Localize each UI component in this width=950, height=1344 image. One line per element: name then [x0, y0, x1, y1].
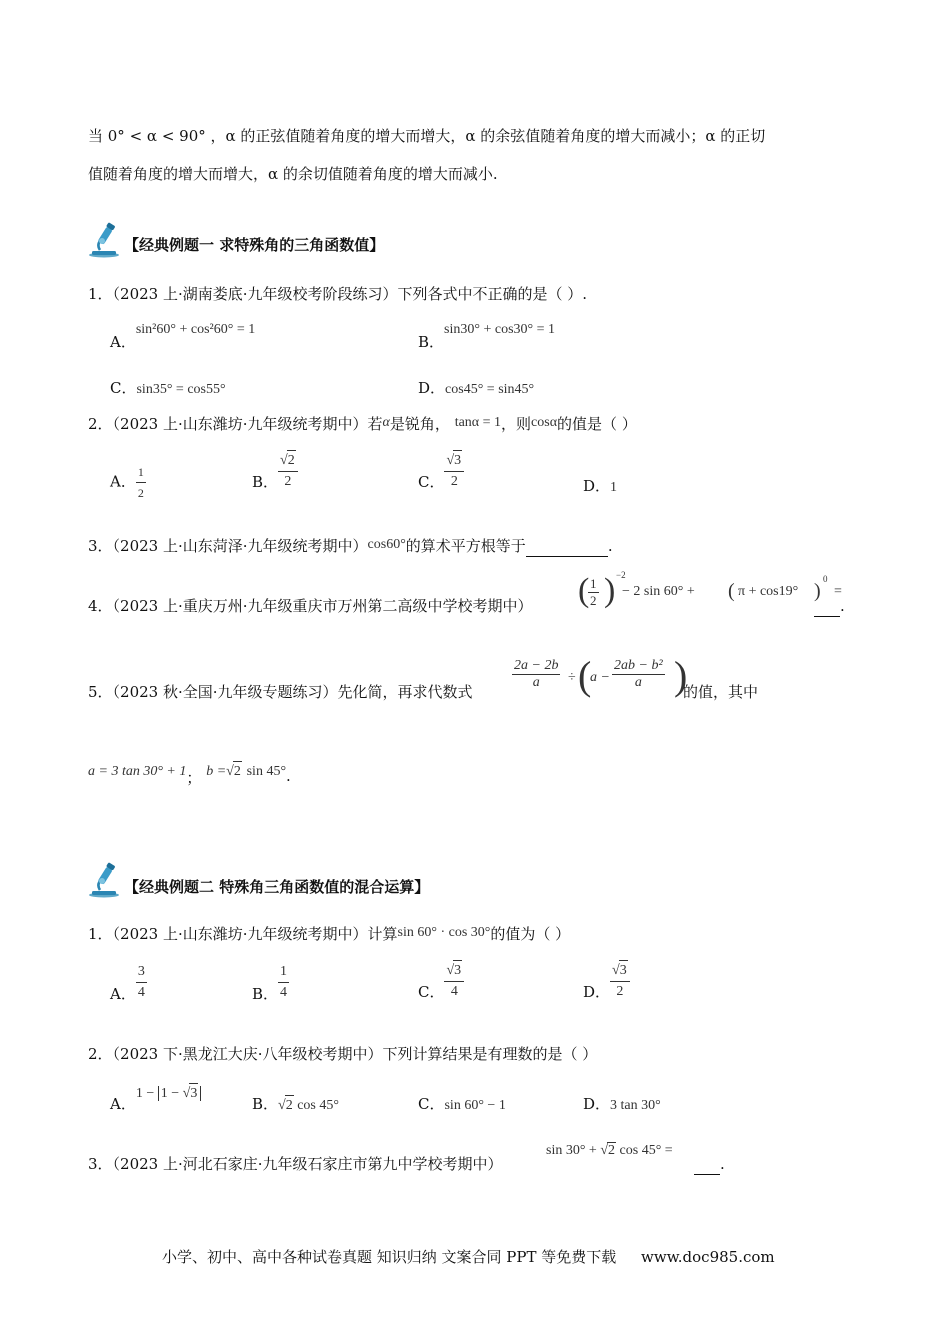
option-fraction	[278, 962, 289, 1003]
s2-q2-option-b[interactable]	[252, 1094, 339, 1116]
option-label: A．	[110, 333, 136, 351]
option-label: B．	[252, 984, 279, 1003]
fraction-numerator: 2a − 2b	[514, 658, 559, 673]
s1-q2-tan: tanα = 1	[454, 415, 502, 430]
option-label: C．	[418, 1095, 445, 1113]
expr-part: 1 −	[160, 1086, 183, 1101]
expr-part: cos 45°	[297, 1098, 339, 1113]
s1-q5-values	[88, 760, 291, 787]
sqrt-radicand: 2	[233, 761, 242, 782]
b-value-sin: sin 45°	[246, 764, 287, 779]
option-expression	[136, 1086, 202, 1101]
option-fraction	[136, 962, 147, 1003]
absolute-value: 1 − √3	[158, 1086, 202, 1101]
option-expression: 3 tan 30°	[610, 1098, 661, 1113]
b-value-lhs: b =	[206, 764, 227, 779]
expr-part: 1 −	[135, 1086, 158, 1101]
footer-url[interactable]: www.doc985.com	[641, 1248, 775, 1266]
fraction-numerator: √3	[444, 960, 464, 981]
b-value-sqrt: √2	[226, 764, 242, 779]
microscope-icon	[86, 222, 122, 258]
s2-q3-blank-group	[694, 1154, 725, 1175]
expr-a-minus: a −	[590, 670, 610, 685]
fraction-numerator: 1	[280, 964, 288, 979]
expr-middle: − 2 sin 60° +	[622, 584, 695, 599]
left-paren: (	[578, 572, 590, 609]
s2-q1-number: 1．	[88, 925, 113, 943]
option-expression: √2 cos 45°	[278, 1098, 339, 1113]
fraction-numerator: 1	[137, 465, 144, 479]
s1-q1-stem	[88, 284, 587, 304]
option-fraction	[278, 450, 298, 492]
s2-q1-option-b[interactable]	[252, 962, 289, 1003]
s1-q2-option-c[interactable]	[418, 450, 464, 492]
s1-q5-text-a: （2023 秋·全国·九年级专题练习）先化简，再求代数式	[112, 683, 473, 701]
expr-fraction-2	[612, 658, 665, 691]
microscope-icon	[86, 862, 122, 898]
intro-statement: α 的正弦值随着角度的增大而增大，α 的余弦值随着角度的增大而减小；α 的正切	[225, 127, 766, 145]
option-label: C．	[418, 473, 445, 491]
fraction-denominator: 2	[278, 471, 298, 492]
option-label: C．	[110, 379, 137, 397]
answer-blank[interactable]	[694, 1154, 720, 1175]
s1-q3-number: 3．	[88, 537, 113, 555]
s1-q3-end: .	[607, 537, 613, 555]
s2-q3-expression: sin 30° + √2 cos 45° =	[546, 1143, 673, 1158]
s1-q5-number: 5．	[88, 683, 113, 701]
option-label: D．	[583, 477, 611, 495]
s1-q3-text-b: 的算术平方根等于	[405, 537, 526, 555]
s1-q3-expr: cos60°	[367, 537, 406, 552]
option-label: D．	[583, 1095, 611, 1113]
option-label: B．	[252, 473, 279, 491]
s1-q2-text-a: （2023 上·山东潍坊·九年级统考期中）若	[112, 415, 383, 433]
s2-q2-text: （2023 下·黑龙江大庆·八年级校考期中）下列计算结果是有理数的是（ ）	[112, 1045, 598, 1063]
s1-q4-end: .	[840, 597, 845, 615]
section-2-title: 【经典例题二 特殊角三角函数值的混合运算】	[124, 878, 430, 896]
s1-q2-stem	[88, 414, 637, 436]
s1-q5-tail: 的值，其中	[683, 683, 759, 701]
fraction-denominator: 2	[590, 593, 597, 608]
fraction-denominator: 4	[444, 981, 464, 1002]
section-1-title: 【经典例题一 求特殊角的三角函数值】	[124, 236, 385, 254]
s2-q3-text: （2023 上·河北石家庄·九年级石家庄市第九中学校考期中）	[112, 1155, 503, 1173]
s1-q1-option-d[interactable]	[418, 378, 534, 400]
left-paren: (	[578, 653, 592, 698]
s2-q3-number: 3．	[88, 1155, 113, 1173]
option-fraction	[444, 960, 464, 1002]
footer	[162, 1246, 775, 1267]
separator: ；	[186, 769, 202, 787]
s2-q1-expr: sin 60° · cos 30°	[397, 925, 491, 940]
option-expression: sin30° + cos30° = 1	[444, 322, 556, 337]
s1-q1-text: （2023 上·湖南娄底·九年级校考阶段练习）下列各式中不正确的是（ ）.	[112, 285, 588, 303]
s2-q2-number: 2．	[88, 1045, 113, 1063]
fraction-numerator: √2	[278, 450, 298, 471]
option-label: B．	[252, 1095, 279, 1113]
sqrt-radicand: 3	[453, 450, 462, 471]
s2-q1-text-b: 的值为（ ）	[490, 925, 571, 943]
fraction-numerator: 3	[137, 964, 145, 979]
fraction-denominator: 2	[444, 471, 464, 492]
s1-q4-stem	[88, 596, 533, 616]
divide-sign: ÷	[568, 670, 576, 685]
fraction-denominator: a	[612, 674, 665, 691]
option-label: A．	[110, 1095, 136, 1113]
expr-close-paren: )	[814, 580, 821, 602]
s1-q3-text-a: （2023 上·山东菏泽·九年级统考期中）	[112, 537, 368, 555]
s1-q4-number: 4．	[88, 597, 113, 615]
s1-q3-stem	[88, 536, 613, 558]
exponent-neg-two: −2	[616, 570, 626, 580]
s2-q2-option-c[interactable]	[418, 1094, 506, 1116]
half-fraction	[588, 576, 599, 609]
intro-condition: 当 0° < α < 90° ，	[88, 127, 226, 145]
fraction-denominator: 4	[278, 982, 289, 1003]
option-expression: sin²60° + cos²60° = 1	[135, 322, 256, 337]
expr-part: cos 45° =	[619, 1143, 673, 1158]
s2-q1-option-c[interactable]	[418, 960, 464, 1002]
equals-sign: =	[834, 584, 842, 599]
fraction-denominator: a	[512, 674, 560, 691]
expr-inner: π + cos19°	[738, 584, 799, 599]
expr-fraction-1	[512, 658, 560, 691]
option-expression: sin 60° − 1	[444, 1098, 506, 1113]
s1-q5-stem	[88, 682, 473, 702]
s1-q2-number: 2．	[88, 415, 113, 433]
end-period: .	[286, 767, 291, 785]
fraction-denominator: 4	[136, 982, 147, 1003]
a-value: a = 3 tan 30° + 1	[88, 764, 187, 779]
s1-q4-blank-group	[814, 596, 845, 617]
right-paren: )	[604, 572, 616, 609]
s1-q1-option-b[interactable]	[418, 318, 556, 351]
sqrt-radicand: 2	[287, 450, 296, 471]
sqrt-radicand: 3	[619, 960, 628, 981]
option-fraction	[610, 960, 630, 1002]
s1-q1-number: 1．	[88, 285, 113, 303]
fraction-denominator: 2	[136, 482, 146, 503]
s1-q2-text-b: 是锐角，	[389, 415, 450, 433]
s1-q2-option-d[interactable]	[583, 476, 617, 498]
sqrt-radicand: 3	[453, 960, 462, 981]
s2-q2-option-a[interactable]	[110, 1082, 201, 1113]
s1-q4-text: （2023 上·重庆万州·九年级重庆市万州第二高级中学校考期中）	[112, 597, 533, 615]
option-label: D．	[418, 379, 446, 397]
option-label: A．	[110, 984, 136, 1003]
answer-blank[interactable]	[526, 536, 608, 557]
s2-q3-stem	[88, 1154, 503, 1174]
s2-q2-stem	[88, 1044, 597, 1064]
s2-q2-option-d[interactable]	[583, 1094, 661, 1116]
sqrt-radicand: 3	[189, 1083, 198, 1104]
exponent-zero: 0	[823, 574, 828, 584]
s1-q2-option-b[interactable]	[252, 450, 298, 492]
option-label: A．	[110, 472, 136, 491]
right-paren: )	[674, 653, 688, 698]
s2-q1-option-d[interactable]	[583, 960, 630, 1002]
fraction-numerator: 2ab − b²	[614, 658, 663, 673]
s1-q2-text-c: ，则	[501, 415, 532, 433]
option-label: C．	[418, 983, 445, 1001]
option-expression: sin35° = cos55°	[136, 382, 226, 397]
fraction-numerator: 1	[590, 576, 597, 591]
expr-part: sin 30° +	[546, 1143, 601, 1158]
s2-q1-stem	[88, 924, 570, 946]
option-label: D．	[583, 983, 611, 1001]
s1-q2-text-d: 的值是（ ）	[557, 415, 637, 433]
option-fraction	[444, 450, 464, 492]
s1-q1-option-a[interactable]	[110, 318, 256, 351]
option-expression: cos45° = sin45°	[445, 382, 535, 397]
s1-q1-option-c[interactable]	[110, 378, 226, 400]
option-label: B．	[418, 333, 445, 351]
footer-text: 小学、初中、高中各种试卷真题 知识归纳 文案合同 PPT 等免费下载	[162, 1248, 617, 1266]
option-fraction	[136, 462, 146, 503]
expr-parenthesized: (	[728, 580, 735, 602]
option-value: 1	[610, 480, 618, 495]
s2-q1-text-a: （2023 上·山东潍坊·九年级统考期中）计算	[112, 925, 398, 943]
answer-blank[interactable]	[814, 596, 840, 617]
s1-q2-alpha: α	[382, 415, 390, 430]
s1-q2-cos: cosα	[531, 415, 558, 430]
fraction-denominator: 2	[610, 981, 630, 1002]
intro-line-1	[88, 126, 765, 146]
sqrt-radicand: 2	[285, 1095, 294, 1116]
fraction-numerator: √3	[444, 450, 464, 471]
fraction-numerator: √3	[610, 960, 630, 981]
sqrt-radicand: 2	[608, 1143, 616, 1158]
intro-line-2: 值随着角度的增大而增大，α 的余切值随着角度的增大而减小.	[88, 165, 498, 183]
s2-q1-option-a[interactable]	[110, 962, 147, 1003]
s2-q3-end: .	[720, 1155, 725, 1173]
s1-q2-option-a[interactable]	[110, 462, 146, 503]
